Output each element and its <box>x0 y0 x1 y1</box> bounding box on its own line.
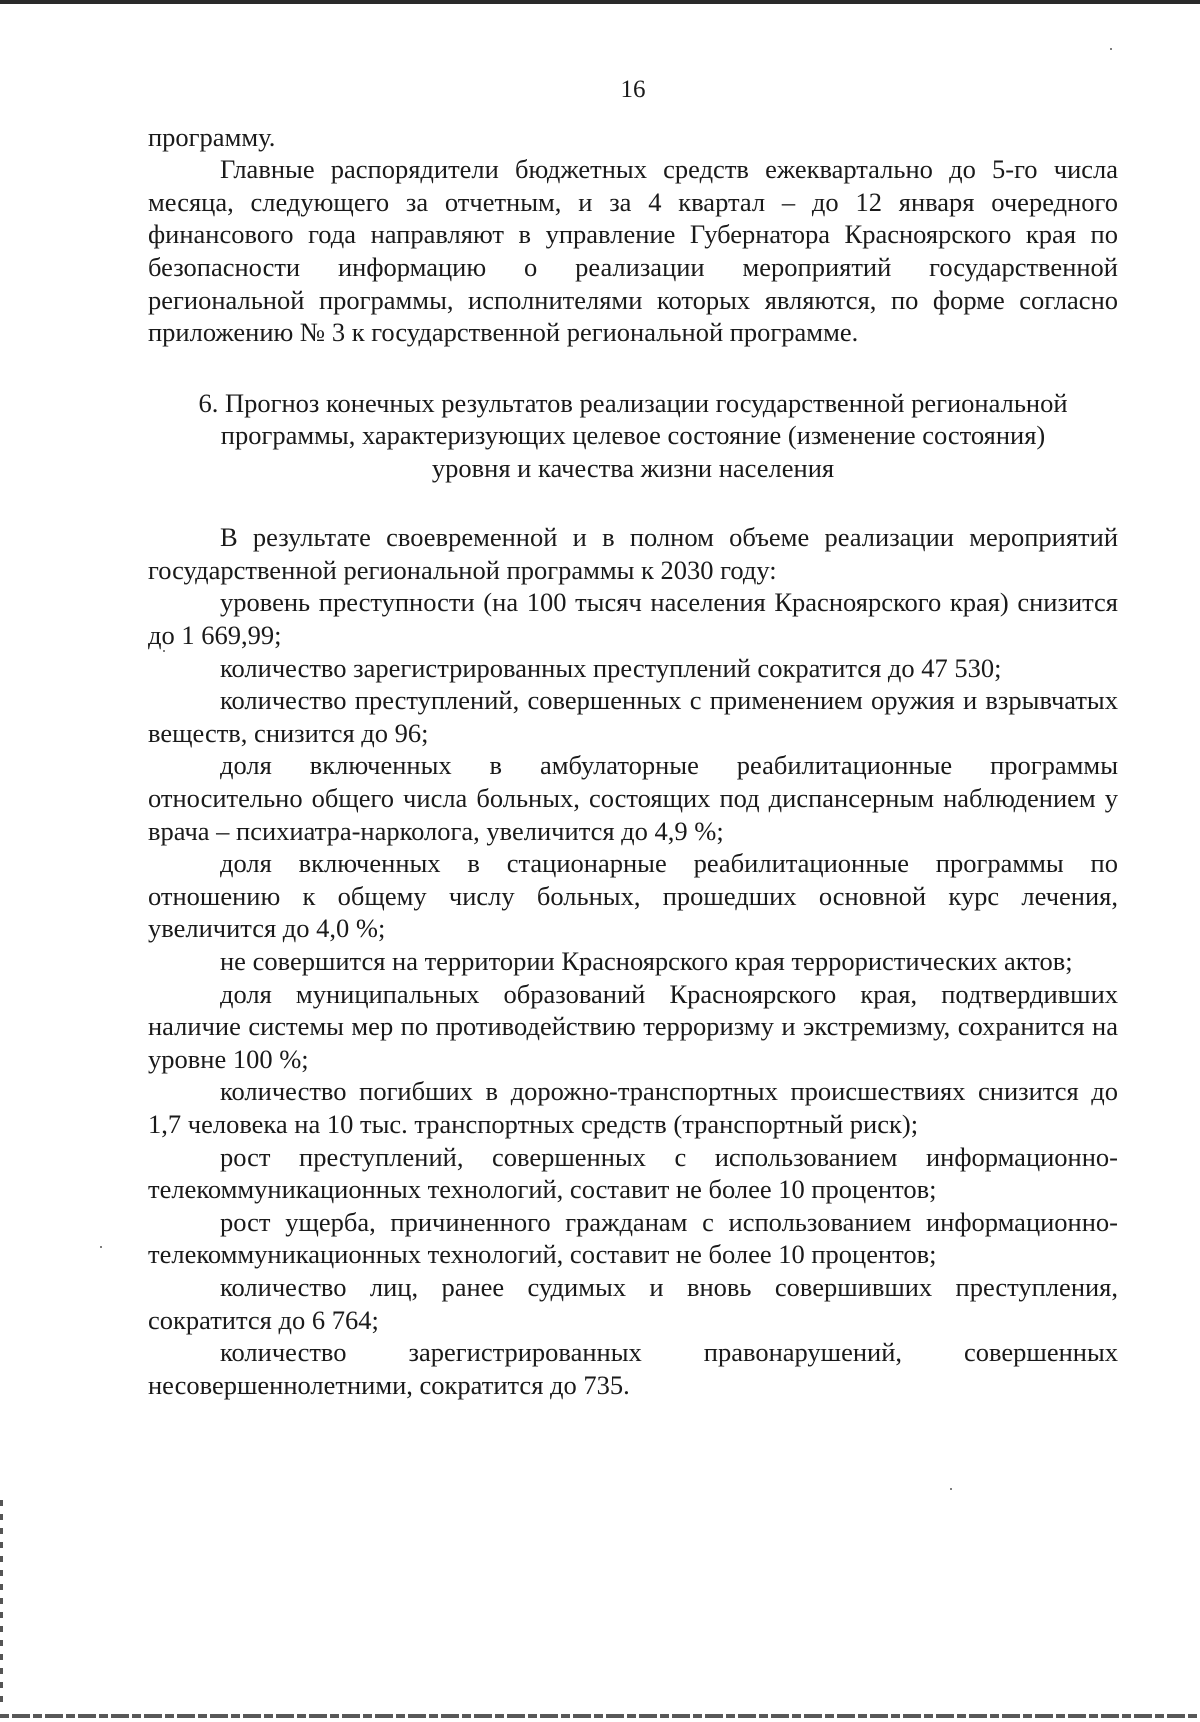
section-heading-line: программы, характеризующих целевое состояние (изменение состояния) <box>220 420 1046 451</box>
paragraph: количество преступлений, совершенных с применением оружия и взрывчатых веществ, снизится до 96; <box>148 685 1118 748</box>
paragraph: Главные распорядители бюджетных средств ежеквартально до 5-го числа месяца, следующего за отчетным, и за 4 квартал – до 12 января очередного финансового года направляют в управление Губернатора Красноярского края по безопасности информацию о реализации мероприятий государственной региональной программы, исполнителями которых являются, по форме согласно приложению № 3 к государственной региональной программе. <box>148 154 1118 348</box>
scan-speck <box>1110 48 1112 50</box>
paragraph: программу. <box>148 121 276 152</box>
document-body <box>148 74 1118 1401</box>
scan-edge-top <box>0 0 1200 4</box>
paragraph: количество зарегистрированных преступлений сократится до 47 530; <box>220 652 1002 683</box>
section-heading-line: уровня и качества жизни населения <box>431 452 835 483</box>
paragraph: доля включенных в стационарные реабилитационные программы по отношению к общему числу больных, прошедших основной курс лечения, увеличится до 4,0 %; <box>148 848 1118 944</box>
section-heading-line: 6. Прогноз конечных результатов реализации государственной региональной <box>198 387 1068 418</box>
scan-speck <box>100 1246 102 1248</box>
paragraph: рост ущерба, причиненного гражданам с использованием информационно-телекоммуникационных технологий, составит не более 10 процентов; <box>148 1206 1118 1270</box>
paragraph: доля включенных в амбулаторные реабилитационные программы относительно общего числа больных, состоящих под диспансерным наблюдением у врача – психиатра-нарколога, увеличится до 4,9 %; <box>148 750 1118 846</box>
page-number: 16 <box>620 76 646 103</box>
paragraph: В результате своевременной и в полном объеме реализации мероприятий государственной региональной программы к 2030 году: <box>148 522 1118 585</box>
paragraph: уровень преступности (на 100 тысяч населения Красноярского края) снизится до 1 669,99; <box>148 587 1118 651</box>
scan-speck <box>950 1488 952 1490</box>
scan-edge-bottom <box>0 1714 1200 1718</box>
paragraph: доля муниципальных образований Красноярского края, подтвердивших наличие системы мер по противодействию терроризму и экстремизму, сохранится на уровне 100 %; <box>148 978 1118 1074</box>
paragraph: количество погибших в дорожно-транспортных происшествиях снизится до 1,7 человека на 10 тыс. транспортных средств (транспортный риск); <box>148 1076 1118 1139</box>
paragraph: рост преступлений, совершенных с использованием информационно-телекоммуникационных технологий, составит не более 10 процентов; <box>148 1141 1118 1205</box>
paragraph: количество лиц, ранее судимых и вновь совершивших преступления, сократится до 6 764; <box>148 1271 1118 1335</box>
paragraph: количество зарегистрированных правонарушений, совершенных несовершеннолетними, сократится до 735. <box>148 1337 1118 1400</box>
section-heading <box>148 387 1118 485</box>
paragraph: не совершится на территории Красноярского края террористических актов; <box>220 945 1073 976</box>
scan-edge-left <box>0 1500 3 1710</box>
